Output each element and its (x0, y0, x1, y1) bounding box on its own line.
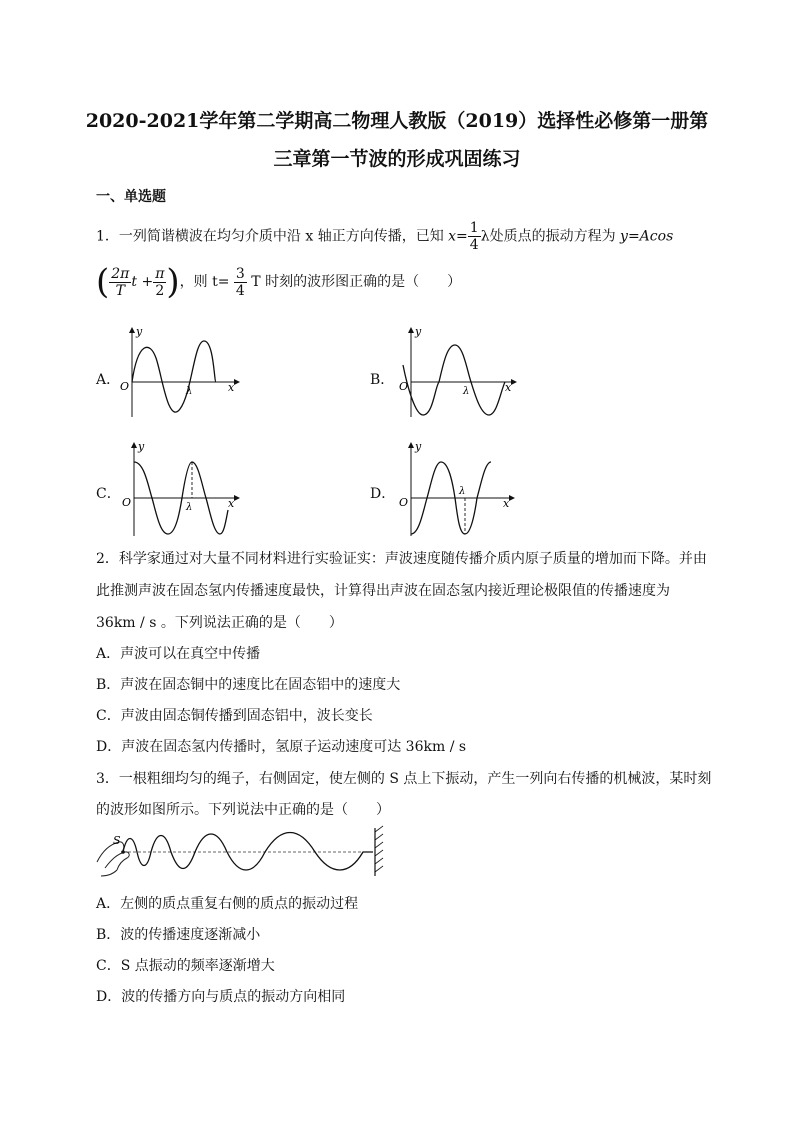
q3-option-b[interactable]: B．波的传播速度逐渐减小 (96, 927, 261, 943)
doc-title-line2: 三章第一节波的形成巩固练习 (273, 148, 521, 170)
q2-line2: 此推测声波在固态氢内传播速度最快，计算得出声波在固态氢内接近理论极限值的传播速度为 (96, 583, 670, 599)
q3-s-label: S (113, 834, 121, 847)
q1-graph-a (116, 325, 241, 420)
q2-option-b[interactable]: B．声波在固态铜中的速度比在固态铝中的速度大 (96, 677, 401, 693)
section-heading: 一、单选题 (96, 189, 166, 205)
q1-graph-b (393, 325, 518, 420)
q3-line2: 的波形如图所示。下列说法中正确的是（ ） (96, 802, 390, 818)
lambda-label: λ (463, 386, 470, 397)
origin-label: O (399, 380, 409, 393)
q1-option-d-label[interactable]: D． (370, 486, 396, 502)
q1-frac-three-quarter: $\frac{3}{4}$ (235, 265, 245, 299)
q3-option-a[interactable]: A．左侧的质点重复右侧的质点的振动过程 (96, 896, 359, 912)
q1-option-b-label[interactable]: B． (370, 372, 395, 388)
axis-y-label: y (138, 440, 145, 453)
q1-text-c: T 时刻的波形图正确的是（ ） (251, 274, 462, 290)
q3-rope-figure (93, 824, 413, 880)
q1-frac-2pi-T: $\frac{2\pi}{T}$ (111, 265, 130, 299)
lambda-label: λ (186, 386, 193, 397)
q1-frac-quarter: $\frac{1}{4}$ (469, 220, 479, 253)
q2-line3: 36km / s 。下列说法正确的是（ ） (96, 615, 343, 631)
axis-x-label: x (503, 497, 510, 510)
origin-label: O (122, 496, 132, 509)
q1-frac-pi-2: $\frac{\pi}{2}$ (155, 265, 165, 299)
q3-option-c[interactable]: C．S 点振动的频率逐渐增大 (96, 958, 275, 974)
origin-label: O (399, 496, 409, 509)
q1-text-b: λ处质点的振动方程为 (480, 228, 616, 245)
q1-y-eq: y=Acos (620, 228, 674, 245)
q1-line1 (96, 220, 673, 253)
q1-t-plus: t + (131, 274, 154, 290)
axis-x-label: x (505, 381, 512, 394)
q1-line2 (96, 262, 461, 302)
q1-paren-close: ) (166, 262, 180, 302)
q1-paren-open: ( (96, 262, 110, 302)
q1-then: ，则 t= (179, 274, 230, 290)
q2-option-d[interactable]: D．声波在固态氢内传播时，氢原子运动速度可达 36km / s (96, 739, 467, 755)
lambda-label: λ (186, 502, 193, 513)
axis-y-label: y (415, 440, 422, 453)
q1-graph-c (116, 440, 241, 540)
q2-option-a[interactable]: A．声波可以在真空中传播 (96, 646, 261, 662)
axis-x-label: x (228, 381, 235, 394)
q3-line1: 3．一根粗细均匀的绳子，右侧固定，使左侧的 S 点上下振动，产生一列向右传播的机械波，某时刻 (96, 771, 712, 787)
axis-y-label: y (136, 325, 143, 338)
origin-label: O (120, 380, 130, 393)
q1-text-a: 1．一列简谐横波在均匀介质中沿 x 轴正方向传播，已知 (96, 228, 444, 245)
q3-option-d[interactable]: D．波的传播方向与质点的振动方向相同 (96, 989, 346, 1005)
axis-x-label: x (228, 497, 235, 510)
lambda-label: λ (459, 486, 466, 497)
q1-x-eq: x= (448, 228, 468, 245)
axis-y-label: y (415, 325, 422, 338)
q2-line1: 2．科学家通过对大量不同材料进行实验证实：声波速度随传播介质内原子质量的增加而下降。并由 (96, 551, 707, 567)
q1-option-a-label[interactable]: A． (96, 372, 121, 388)
q1-option-c-label[interactable]: C． (96, 486, 121, 502)
q2-option-c[interactable]: C．声波由固态铜传播到固态铝中，波长变长 (96, 708, 373, 724)
q1-graph-d (393, 440, 518, 540)
doc-title-line1: 2020-2021学年第二学期高二物理人教版（2019）选择性必修第一册第 (85, 110, 709, 132)
